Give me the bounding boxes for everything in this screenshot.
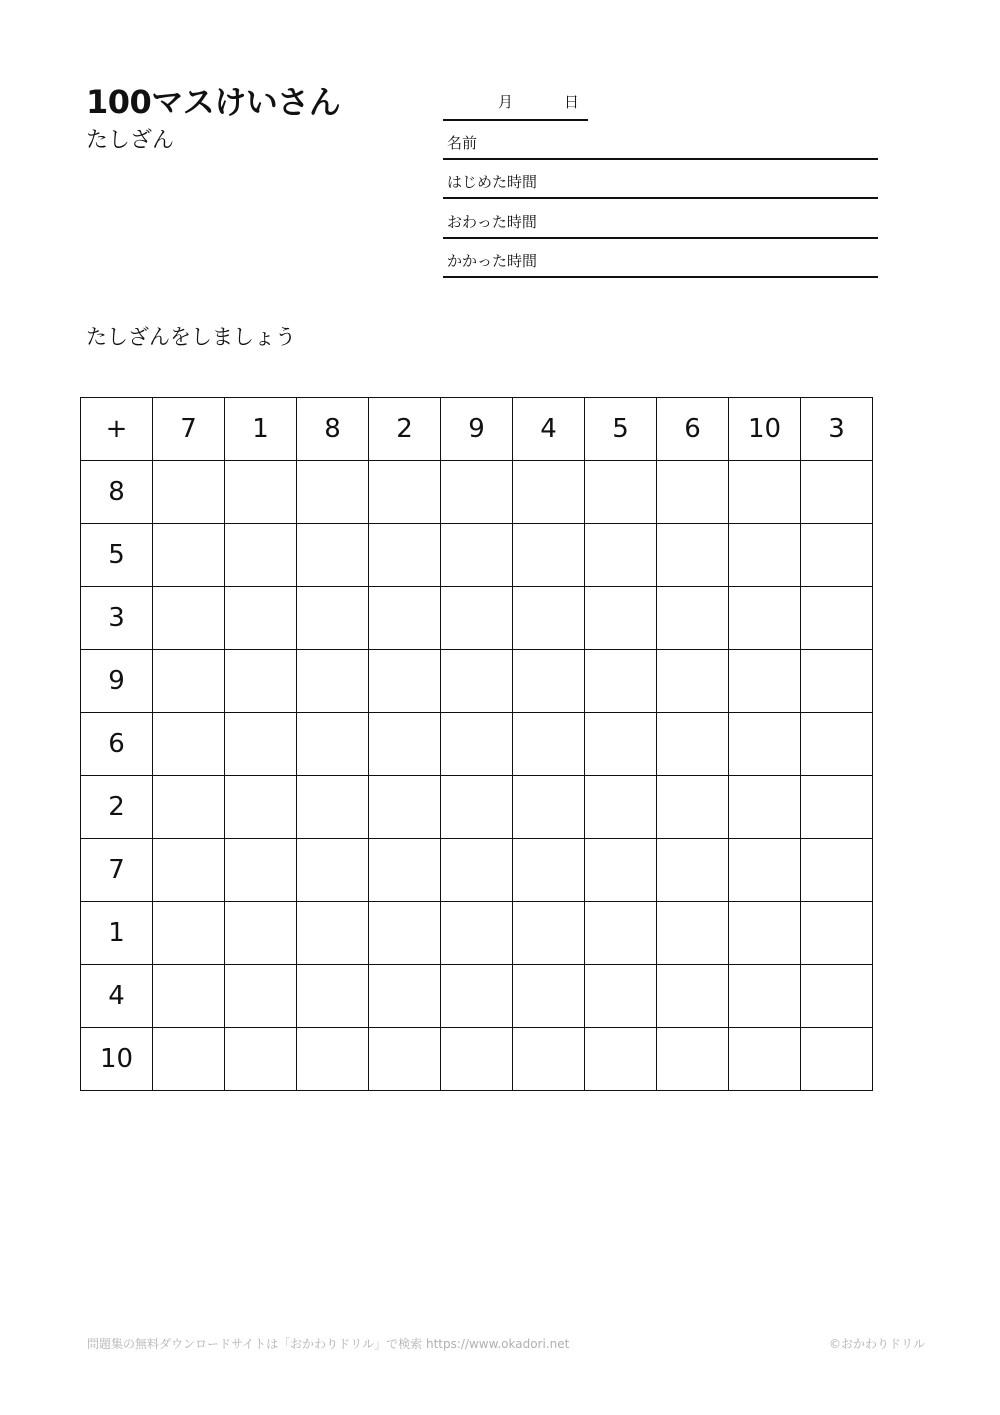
column-header-cell: 1 bbox=[225, 398, 297, 461]
answer-cell[interactable] bbox=[657, 650, 729, 713]
answer-cell[interactable] bbox=[369, 776, 441, 839]
answer-cell[interactable] bbox=[369, 461, 441, 524]
answer-cell[interactable] bbox=[369, 839, 441, 902]
answer-cell[interactable] bbox=[585, 461, 657, 524]
answer-cell[interactable] bbox=[441, 461, 513, 524]
answer-cell[interactable] bbox=[585, 650, 657, 713]
grid-row bbox=[81, 587, 873, 650]
answer-cell[interactable] bbox=[369, 902, 441, 965]
answer-cell[interactable] bbox=[801, 713, 873, 776]
month-label: 月 bbox=[498, 93, 514, 111]
operator-cell: + bbox=[81, 398, 153, 461]
answer-cell[interactable] bbox=[801, 524, 873, 587]
answer-cell[interactable] bbox=[513, 839, 585, 902]
day-label: 日 bbox=[564, 93, 580, 111]
answer-cell[interactable] bbox=[729, 524, 801, 587]
answer-cell[interactable] bbox=[585, 839, 657, 902]
answer-cell[interactable] bbox=[801, 587, 873, 650]
answer-cell[interactable] bbox=[297, 965, 369, 1028]
answer-cell[interactable] bbox=[657, 524, 729, 587]
answer-cell[interactable] bbox=[657, 461, 729, 524]
answer-cell[interactable] bbox=[513, 1028, 585, 1091]
answer-cell[interactable] bbox=[441, 839, 513, 902]
answer-cell[interactable] bbox=[153, 902, 225, 965]
answer-cell[interactable] bbox=[153, 524, 225, 587]
answer-cell[interactable] bbox=[225, 776, 297, 839]
answer-cell[interactable] bbox=[801, 839, 873, 902]
answer-cell[interactable] bbox=[657, 776, 729, 839]
answer-cell[interactable] bbox=[153, 839, 225, 902]
answer-cell[interactable] bbox=[153, 965, 225, 1028]
answer-cell[interactable] bbox=[225, 461, 297, 524]
answer-cell[interactable] bbox=[225, 902, 297, 965]
answer-cell[interactable] bbox=[801, 776, 873, 839]
answer-cell[interactable] bbox=[513, 776, 585, 839]
answer-cell[interactable] bbox=[513, 650, 585, 713]
column-header-cell: 10 bbox=[729, 398, 801, 461]
elapsed-time-label: かかった時間 bbox=[447, 252, 538, 270]
answer-cell[interactable] bbox=[801, 902, 873, 965]
row-header-cell: 10 bbox=[81, 1028, 153, 1091]
answer-cell[interactable] bbox=[585, 965, 657, 1028]
grid-row bbox=[81, 713, 873, 776]
answer-cell[interactable] bbox=[153, 650, 225, 713]
answer-cell[interactable] bbox=[441, 902, 513, 965]
answer-cell[interactable] bbox=[657, 839, 729, 902]
answer-cell[interactable] bbox=[297, 524, 369, 587]
column-header-cell: 7 bbox=[153, 398, 225, 461]
start-time-field[interactable] bbox=[443, 162, 878, 199]
grid-row bbox=[81, 965, 873, 1028]
answer-cell[interactable] bbox=[441, 776, 513, 839]
answer-cell[interactable] bbox=[441, 524, 513, 587]
answer-cell[interactable] bbox=[513, 524, 585, 587]
answer-cell[interactable] bbox=[729, 713, 801, 776]
answer-cell[interactable] bbox=[441, 1028, 513, 1091]
answer-cell[interactable] bbox=[729, 965, 801, 1028]
answer-cell[interactable] bbox=[729, 902, 801, 965]
answer-cell[interactable] bbox=[657, 587, 729, 650]
answer-cell[interactable] bbox=[801, 1028, 873, 1091]
answer-cell[interactable] bbox=[657, 713, 729, 776]
row-header-cell: 3 bbox=[81, 587, 153, 650]
answer-cell[interactable] bbox=[369, 965, 441, 1028]
column-header-cell: 6 bbox=[657, 398, 729, 461]
answer-cell[interactable] bbox=[369, 524, 441, 587]
answer-cell[interactable] bbox=[513, 587, 585, 650]
row-header-cell: 7 bbox=[81, 839, 153, 902]
answer-cell[interactable] bbox=[585, 713, 657, 776]
row-header-cell: 4 bbox=[81, 965, 153, 1028]
date-field[interactable] bbox=[443, 88, 588, 121]
end-time-field[interactable] bbox=[443, 202, 878, 239]
answer-cell[interactable] bbox=[369, 713, 441, 776]
answer-cell[interactable] bbox=[297, 650, 369, 713]
column-header-cell: 8 bbox=[297, 398, 369, 461]
answer-cell[interactable] bbox=[801, 461, 873, 524]
row-header-cell: 2 bbox=[81, 776, 153, 839]
answer-cell[interactable] bbox=[225, 713, 297, 776]
answer-cell[interactable] bbox=[369, 1028, 441, 1091]
answer-cell[interactable] bbox=[153, 776, 225, 839]
answer-cell[interactable] bbox=[225, 524, 297, 587]
hundred-cell-grid bbox=[80, 397, 873, 1091]
answer-cell[interactable] bbox=[297, 902, 369, 965]
answer-cell[interactable] bbox=[657, 1028, 729, 1091]
answer-cell[interactable] bbox=[657, 965, 729, 1028]
answer-cell[interactable] bbox=[585, 587, 657, 650]
answer-cell[interactable] bbox=[657, 902, 729, 965]
instruction-text: たしざんをしましょう bbox=[86, 325, 296, 349]
answer-cell[interactable] bbox=[729, 587, 801, 650]
answer-cell[interactable] bbox=[729, 650, 801, 713]
row-header-cell: 9 bbox=[81, 650, 153, 713]
footer-copyright: ©おかわりドリル bbox=[828, 1337, 925, 1351]
answer-cell[interactable] bbox=[225, 650, 297, 713]
grid-row bbox=[81, 902, 873, 965]
answer-cell[interactable] bbox=[513, 713, 585, 776]
grid-row bbox=[81, 776, 873, 839]
answer-cell[interactable] bbox=[729, 1028, 801, 1091]
grid-row bbox=[81, 650, 873, 713]
answer-cell[interactable] bbox=[297, 713, 369, 776]
row-header-cell: 6 bbox=[81, 713, 153, 776]
worksheet-subtitle: たしざん bbox=[86, 128, 175, 153]
name-field[interactable] bbox=[443, 123, 878, 160]
header-row bbox=[81, 398, 873, 461]
row-header-cell: 5 bbox=[81, 524, 153, 587]
column-header-cell: 4 bbox=[513, 398, 585, 461]
column-header-cell: 5 bbox=[585, 398, 657, 461]
answer-cell[interactable] bbox=[153, 587, 225, 650]
footer-site-note: 問題集の無料ダウンロードサイトは「おかわりドリル」で検索 https://www.okadori.net bbox=[87, 1337, 570, 1351]
answer-cell[interactable] bbox=[153, 713, 225, 776]
grid-row bbox=[81, 839, 873, 902]
grid-row bbox=[81, 1028, 873, 1091]
answer-cell[interactable] bbox=[441, 965, 513, 1028]
answer-cell[interactable] bbox=[729, 839, 801, 902]
answer-cell[interactable] bbox=[153, 1028, 225, 1091]
answer-cell[interactable] bbox=[153, 461, 225, 524]
answer-cell[interactable] bbox=[729, 776, 801, 839]
answer-cell[interactable] bbox=[513, 461, 585, 524]
row-header-cell: 8 bbox=[81, 461, 153, 524]
answer-cell[interactable] bbox=[369, 650, 441, 713]
answer-cell[interactable] bbox=[441, 650, 513, 713]
answer-cell[interactable] bbox=[297, 1028, 369, 1091]
answer-cell[interactable] bbox=[513, 965, 585, 1028]
answer-cell[interactable] bbox=[585, 1028, 657, 1091]
answer-cell[interactable] bbox=[225, 587, 297, 650]
answer-cell[interactable] bbox=[441, 587, 513, 650]
answer-cell[interactable] bbox=[729, 461, 801, 524]
column-header-cell: 9 bbox=[441, 398, 513, 461]
answer-cell[interactable] bbox=[801, 650, 873, 713]
answer-cell[interactable] bbox=[585, 524, 657, 587]
name-label: 名前 bbox=[447, 134, 478, 152]
answer-cell[interactable] bbox=[801, 965, 873, 1028]
end-time-label: おわった時間 bbox=[447, 213, 537, 231]
elapsed-time-field[interactable] bbox=[443, 241, 878, 278]
grid-row bbox=[81, 524, 873, 587]
answer-cell[interactable] bbox=[585, 776, 657, 839]
answer-cell[interactable] bbox=[225, 1028, 297, 1091]
column-header-cell: 3 bbox=[801, 398, 873, 461]
answer-cell[interactable] bbox=[585, 902, 657, 965]
grid-row bbox=[81, 461, 873, 524]
column-header-cell: 2 bbox=[369, 398, 441, 461]
answer-cell[interactable] bbox=[369, 587, 441, 650]
answer-cell[interactable] bbox=[297, 776, 369, 839]
answer-cell[interactable] bbox=[225, 965, 297, 1028]
start-time-label: はじめた時間 bbox=[447, 173, 538, 191]
row-header-cell: 1 bbox=[81, 902, 153, 965]
answer-cell[interactable] bbox=[225, 839, 297, 902]
worksheet-title: 100マスけいさん bbox=[86, 83, 341, 121]
answer-cell[interactable] bbox=[513, 902, 585, 965]
answer-cell[interactable] bbox=[297, 587, 369, 650]
answer-cell[interactable] bbox=[441, 713, 513, 776]
answer-cell[interactable] bbox=[297, 461, 369, 524]
answer-cell[interactable] bbox=[297, 839, 369, 902]
